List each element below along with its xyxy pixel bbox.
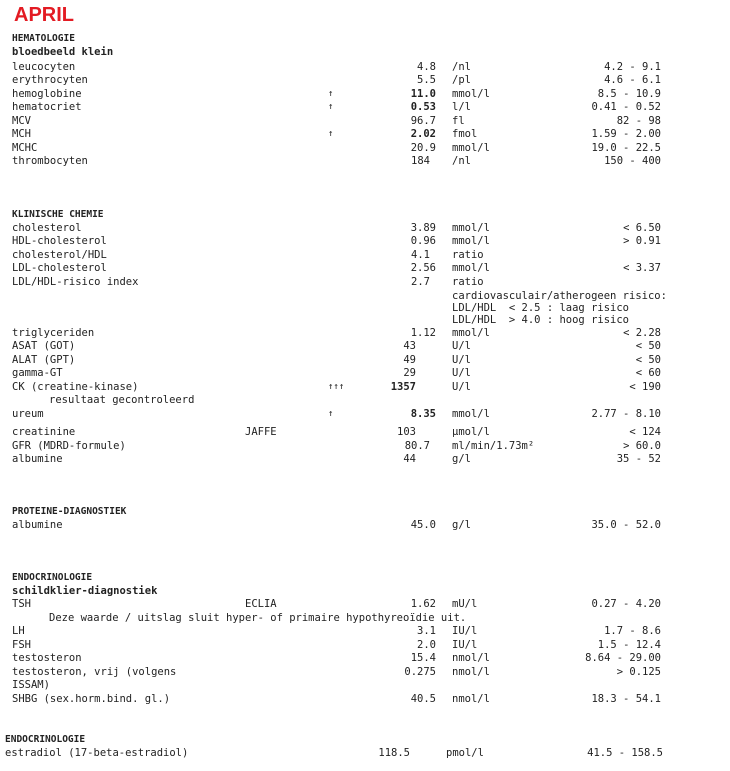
test-value: 3.1 [417, 625, 436, 637]
test-value: 184 [411, 155, 430, 167]
test-name: estradiol (17-beta-estradiol) [5, 747, 189, 759]
lab-row-cholesterol [0, 222, 730, 235]
lab-row-hemoglobine [0, 88, 730, 101]
test-value: 1.12 [410, 327, 436, 339]
reference-range: 150 - 400 [604, 155, 661, 167]
test-unit: IU/l [452, 625, 478, 637]
reference-range: < 60 [635, 367, 661, 379]
test-name: LDL/HDL-risico index [12, 276, 139, 288]
reference-range: < 6.50 [623, 222, 661, 234]
test-unit: nmol/l [452, 693, 490, 705]
test-name: hematocriet [12, 101, 82, 113]
test-name: MCHC [12, 142, 38, 154]
test-unit: g/l [452, 519, 471, 531]
test-value: 2.0 [417, 639, 436, 651]
test-unit: fl [452, 115, 465, 127]
lab-row-mchc [0, 142, 730, 155]
test-name: thrombocyten [12, 155, 88, 167]
lab-row-erythrocyten [0, 74, 730, 87]
lab-row-albumine [0, 453, 730, 466]
test-value: 29 [403, 367, 416, 379]
lab-row-fsh [0, 639, 730, 652]
test-unit: /nl [452, 155, 471, 167]
test-value: 0.275 [404, 666, 436, 678]
test-value: 5.5 [417, 74, 436, 86]
test-name: ASAT (GOT) [12, 340, 76, 352]
test-value: 44 [403, 453, 416, 465]
test-unit: /nl [452, 61, 471, 73]
test-unit: ml/min/1.73m² [452, 440, 535, 452]
reference-range: < 50 [635, 354, 661, 366]
test-name: albumine [12, 453, 63, 465]
flag-high-icon: ↑↑↑ [328, 382, 345, 392]
test-method: JAFFE [245, 426, 277, 438]
test-name: gamma-GT [12, 367, 63, 379]
lab-row-cholesterol-hdl [0, 249, 730, 262]
reference-range: 2.77 - 8.10 [591, 408, 661, 420]
test-unit: ratio [452, 249, 484, 261]
test-name: erythrocyten [12, 74, 88, 86]
reference-range: < 50 [635, 340, 661, 352]
reference-range: > 60.0 [623, 440, 661, 452]
test-value: 2.56 [410, 262, 436, 274]
reference-range: 8.5 - 10.9 [597, 88, 661, 100]
test-unit: l/l [452, 101, 471, 113]
lab-row-hematocriet [0, 101, 730, 114]
reference-range: 82 - 98 [616, 115, 661, 127]
reference-range: < 190 [629, 381, 661, 393]
test-name: triglyceriden [12, 327, 95, 339]
lab-row-triglyceriden [0, 327, 730, 340]
reference-range: 1.59 - 2.00 [591, 128, 661, 140]
test-unit: mU/l [452, 598, 478, 610]
reference-range: 18.3 - 54.1 [591, 693, 661, 705]
test-unit: /pl [452, 74, 471, 86]
test-value: 8.35 [410, 408, 436, 420]
lab-row-testosteron-vrij [0, 666, 730, 679]
test-value: 3.89 [410, 222, 436, 234]
test-name: creatinine [12, 426, 76, 438]
reference-range: 4.2 - 9.1 [604, 61, 661, 73]
test-value: 0.53 [410, 101, 436, 113]
flag-high-icon: ↑ [328, 409, 334, 419]
issam-note: ISSAM) [12, 679, 50, 691]
test-name: FSH [12, 639, 31, 651]
reference-range: 8.64 - 29.00 [585, 652, 661, 664]
reference-range: 35.0 - 52.0 [591, 519, 661, 531]
test-name: SHBG (sex.horm.bind. gl.) [12, 693, 171, 705]
test-value: 20.9 [410, 142, 436, 154]
reference-range: < 3.37 [623, 262, 661, 274]
ck-note: resultaat gecontroleerd [49, 394, 195, 406]
test-name: GFR (MDRD-formule) [12, 440, 126, 452]
lab-row-estradiol [0, 747, 730, 760]
lab-row-mch [0, 128, 730, 141]
flag-high-icon: ↑ [328, 129, 334, 139]
reference-range: > 0.91 [623, 235, 661, 247]
test-value: 0.96 [410, 235, 436, 247]
test-unit: mmol/l [452, 235, 490, 247]
test-unit: nmol/l [452, 666, 490, 678]
test-value: 2.02 [410, 128, 436, 140]
lab-row-ldl-cholesterol [0, 262, 730, 275]
test-value: 11.0 [410, 88, 436, 100]
test-method: ECLIA [245, 598, 277, 610]
reference-range: > 0.125 [616, 666, 661, 678]
test-unit: U/l [452, 367, 471, 379]
flag-high-icon: ↑ [328, 89, 334, 99]
lab-row-leucocyten [0, 61, 730, 74]
risk-note-line: LDL/HDL > 4.0 : hoog risico [452, 314, 630, 326]
reference-range: 4.6 - 6.1 [604, 74, 661, 86]
test-value: 4.8 [417, 61, 436, 73]
lab-row-alat [0, 354, 730, 367]
test-name: CK (creatine-kinase) [12, 381, 139, 393]
test-name: hemoglobine [12, 88, 82, 100]
test-name: LDL-cholesterol [12, 262, 107, 274]
test-unit: pmol/l [446, 747, 484, 759]
flag-high-icon: ↑ [328, 102, 334, 112]
lab-row-shbg [0, 693, 730, 706]
test-name: albumine [12, 519, 63, 531]
test-name: HDL-cholesterol [12, 235, 107, 247]
lab-row-albumine-proteine [0, 519, 730, 532]
test-unit: mmol/l [452, 222, 490, 234]
test-name: TSH [12, 598, 31, 610]
test-value: 1.62 [410, 598, 436, 610]
test-name: MCH [12, 128, 31, 140]
test-name: testosteron, vrij (volgens [12, 666, 177, 678]
test-name: ALAT (GPT) [12, 354, 76, 366]
test-value: 4.1 [411, 249, 430, 261]
test-unit: mmol/l [452, 262, 490, 274]
test-name: leucocyten [12, 61, 76, 73]
test-unit: fmol [452, 128, 478, 140]
test-unit: mmol/l [452, 408, 490, 420]
lab-row-hdl-cholesterol [0, 235, 730, 248]
test-value: 15.4 [410, 652, 436, 664]
test-value: 96.7 [410, 115, 436, 127]
lab-row-gamma-gt [0, 367, 730, 380]
section-header-endocrinologie: ENDOCRINOLOGIE [12, 572, 93, 583]
lab-row-ldl-hdl-risico [0, 276, 730, 289]
lab-row-creatinine [0, 426, 730, 439]
reference-range: < 124 [629, 426, 661, 438]
section-header-proteine: PROTEINE-DIAGNOSTIEK [12, 506, 127, 517]
test-unit: U/l [452, 381, 471, 393]
reference-range: 1.7 - 8.6 [604, 625, 661, 637]
subheader-bloedbeeld: bloedbeeld klein [12, 46, 114, 58]
test-value: 80.7 [404, 440, 430, 452]
test-value: 45.0 [410, 519, 436, 531]
subheader-schildklier: schildklier-diagnostiek [12, 585, 158, 597]
section-header-klinische-chemie: KLINISCHE CHEMIE [12, 209, 104, 220]
lab-row-mcv [0, 115, 730, 128]
test-name: cholesterol/HDL [12, 249, 107, 261]
reference-range: 1.5 - 12.4 [597, 639, 661, 651]
lab-row-ureum [0, 408, 730, 421]
test-value: 43 [403, 340, 416, 352]
reference-range: 0.41 - 0.52 [591, 101, 661, 113]
test-name: ureum [12, 408, 44, 420]
test-unit: IU/l [452, 639, 478, 651]
test-value: 103 [397, 426, 416, 438]
page-title: APRIL [14, 4, 74, 26]
test-value: 118.5 [378, 747, 410, 759]
lab-row-gfr [0, 440, 730, 453]
section-header-hematologie: HEMATOLOGIE [12, 33, 75, 44]
lab-row-thrombocyten [0, 155, 730, 168]
test-name: LH [12, 625, 25, 637]
test-unit: nmol/l [452, 652, 490, 664]
test-value: 40.5 [410, 693, 436, 705]
test-unit: µmol/l [452, 426, 490, 438]
test-unit: mmol/l [452, 142, 490, 154]
reference-range: 19.0 - 22.5 [591, 142, 661, 154]
lab-row-asat [0, 340, 730, 353]
reference-range: 41.5 - 158.5 [587, 747, 663, 759]
test-unit: mmol/l [452, 88, 490, 100]
test-name: cholesterol [12, 222, 82, 234]
lab-row-tsh [0, 598, 730, 611]
test-value: 49 [403, 354, 416, 366]
test-value: 2.7 [411, 276, 430, 288]
risk-note-line: cardiovasculair/atherogeen risico: [452, 290, 667, 302]
test-value: 1357 [390, 381, 416, 393]
reference-range: 35 - 52 [616, 453, 661, 465]
test-unit: mmol/l [452, 327, 490, 339]
lab-row-lh [0, 625, 730, 638]
risk-note-line: LDL/HDL < 2.5 : laag risico [452, 302, 630, 314]
test-unit: ratio [452, 276, 484, 288]
tsh-note: Deze waarde / uitslag sluit hyper- of primaire hypothyreoïdie uit. [49, 612, 467, 624]
test-name: testosteron [12, 652, 82, 664]
test-name: MCV [12, 115, 31, 127]
reference-range: 0.27 - 4.20 [591, 598, 661, 610]
lab-row-ck [0, 381, 730, 394]
section-header-endocrinologie-2: ENDOCRINOLOGIE [5, 734, 86, 745]
test-unit: g/l [452, 453, 471, 465]
test-unit: U/l [452, 354, 471, 366]
test-unit: U/l [452, 340, 471, 352]
lab-row-testosteron [0, 652, 730, 665]
reference-range: < 2.28 [623, 327, 661, 339]
